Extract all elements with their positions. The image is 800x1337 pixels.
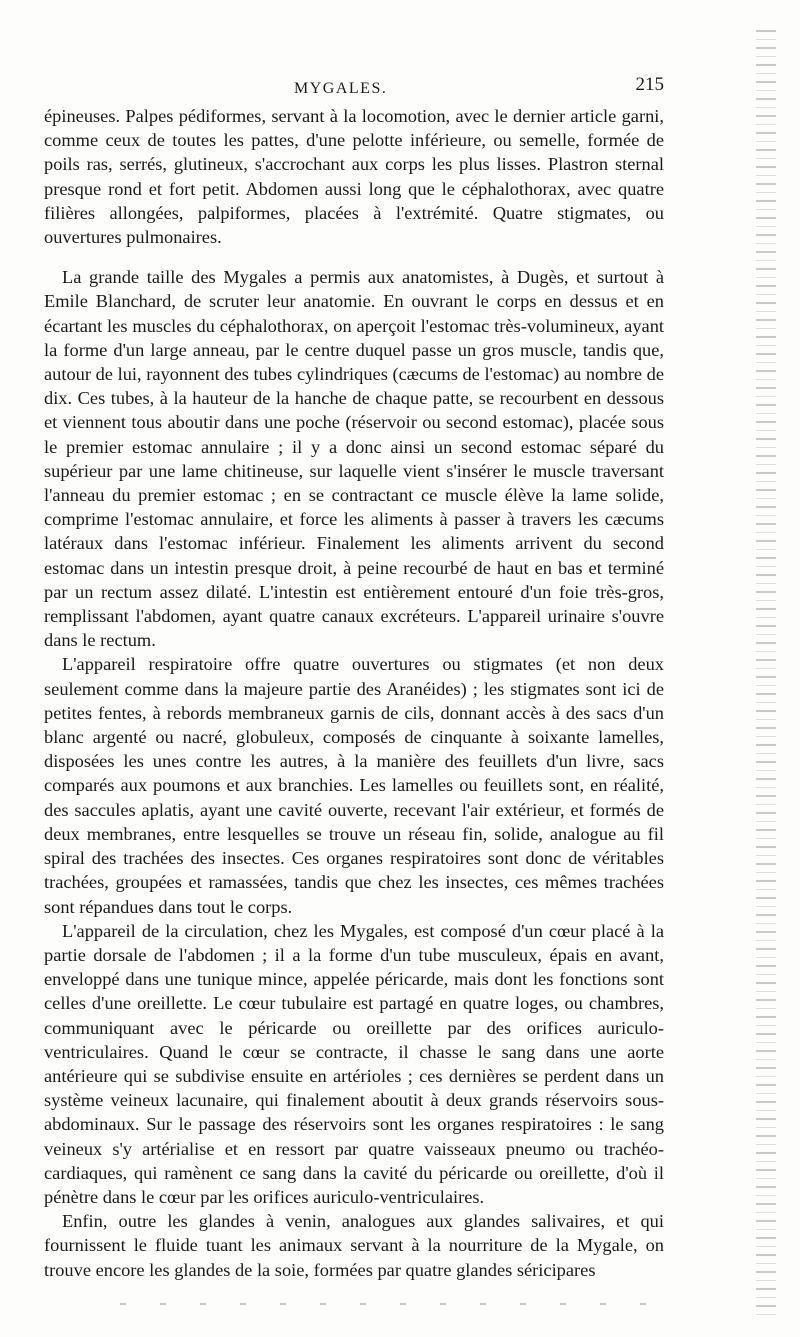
- body-text: [44, 104, 664, 1282]
- paragraph-circulation: L'appareil de la circulation, chez les Mygales, est composé d'un cœur placé à la partie dorsale de l'abdomen ; il a la forme d'un tube musculeux, épais en avant, enveloppé dans une tunique mince, appelée péricarde, mais dont les fonctions sont celles d'une oreillette. Le cœur tubulaire est partagé en quatre loges, ou chambres, communiquant avec le péricarde ou oreillette par des orifices auriculo-ventriculaires. Quand le cœur se contracte, il chasse le sang dans une aorte antérieure qui se subdivise ensuite en artérioles ; ces dernières se perdent dans un système veineux lacunaire, qui finalement aboutit à deux grands réservoirs sous-abdominaux. Sur le passage des réservoirs sont les organes respiratoires : le sang veineux s'y artérialise et en ressort par quatre vaisseaux pneumo ou trachéo-cardiaques, qui ramènent ce sang dans la cavité du péricarde ou oreillette, d'où il pénètre dans le cœur par les orifices auriculo-ventriculaires.: [44, 920, 664, 1207]
- paragraph-glands: Enfin, outre les glandes à venin, analogues aux glandes salivaires, et qui fournissent le fluide tuant les animaux servant à la nourriture de la Mygale, on trouve encore les glandes de la soie, formées par quatre glandes séricipares: [44, 1211, 664, 1280]
- running-head: MYGALES.: [294, 80, 388, 97]
- book-page: [44, 74, 664, 1282]
- bleed-through-trace: [120, 1303, 680, 1305]
- page-edge-marks: [756, 30, 776, 1320]
- paragraph-respiration: L'appareil respiratoire offre quatre ouvertures ou stigmates (et non deux seulement comme dans la majeure partie des Aranéides) ; les stigmates sont ici de petites fentes, à rebords membraneux garnis de cils, donnant accès à des sacs d'un blanc argenté ou nacré, globuleux, composés de cinquante à soixante lamelles, disposées les unes contre les autres, à la manière des feuillets d'un livre, sacs comparés aux poumons et aux branchies. Les lamelles ou feuillets sont, en réalité, des saccules aplatis, ayant une cavité ouverte, recevant l'air extérieur, et formés de deux membranes, entre lesquelles se trouve un réseau fin, solide, analogue au fil spiral des trachées des insectes. Ces organes respiratoires sont donc de véritables trachées, groupées et ramassées, tandis que chez les insectes, ces mêmes trachées sont répandues dans tout le corps.: [44, 654, 664, 917]
- paragraph-description: épineuses. Palpes pédiformes, servant à la locomotion, avec le dernier article garni, comme ceux de toutes les pattes, d'une pelotte inférieure, ou semelle, formée de poils ras, serrés, glutineux, s'accrochant aux corps les plus lisses. Plastron sternal presque rond et fort petit. Abdomen aussi long que le céphalothorax, avec quatre filières allongées, palpiformes, placées à l'extrémité. Quatre stigmates, ou ouvertures pulmonaires.: [44, 106, 664, 248]
- page-header: [44, 74, 664, 104]
- page-number: 215: [635, 74, 664, 95]
- paragraph-anatomy: La grande taille des Mygales a permis aux anatomistes, à Dugès, et surtout à Emile Blanchard, de scruter leur anatomie. En ouvrant le corps en dessus et en écartant les muscles du céphalothorax, on aperçoit l'estomac très-volumineux, ayant la forme d'un large anneau, par le centre duquel passe un gros muscle, tandis que, autour de lui, rayonnent des tubes cylindriques (cæcums de l'estomac) au nombre de dix. Ces tubes, à la hauteur de la hanche de chaque patte, se recourbent en dessous et viennent tous aboutir dans une poche (réservoir ou second estomac), placée sous le premier estomac annulaire ; il y a donc ainsi un second estomac séparé du supérieur par une lame chitineuse, sur laquelle vient s'insérer le muscle traversant l'anneau du premier estomac ; en se contractant ce muscle élève la lame solide, comprime l'estomac annulaire, et force les aliments à passer à travers les cæcums latéraux dans l'estomac inférieur. Finalement les aliments arrivent du second estomac dans un intestin presque droit, à peine recourbé de haut en bas et terminé par un rectum assez dilaté. L'intestin est entièrement entouré d'un foie très-gros, remplissant l'abdomen, ayant quatre canaux excréteurs. L'appareil urinaire s'ouvre dans le rectum.: [44, 267, 664, 651]
